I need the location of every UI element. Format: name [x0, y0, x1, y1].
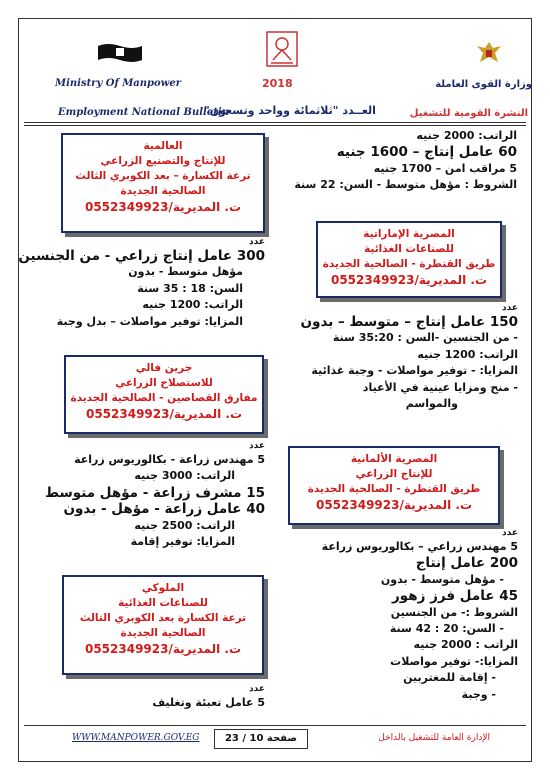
count-label: عدد — [249, 237, 265, 247]
issue-line — [200, 104, 380, 117]
company-box-malouky — [62, 575, 264, 675]
flag-logo — [96, 42, 144, 64]
eagle-emblem — [476, 40, 502, 66]
company-name: المصرية الألمانية — [350, 453, 438, 465]
list-item: المزايا: توفير إقامة — [130, 535, 235, 549]
bulletin-logo — [265, 30, 299, 68]
count-label: عدد — [502, 303, 518, 313]
company-address: مفارق القصاصين - الصالحية الجديدة — [70, 392, 258, 404]
company-box-egyptian-german — [288, 446, 500, 525]
company-box-egyptian-emirati — [316, 221, 502, 298]
company-name: الملوكي — [141, 582, 185, 594]
list-item: المزايا: - توفير مواصلات - وجبة غذائية — [311, 364, 518, 378]
list-item: الراتب: 2500 جنيه — [134, 518, 235, 532]
footer-divider — [24, 725, 526, 726]
list-item: 15 مشرف زراعة - مؤهل متوسط — [45, 484, 265, 501]
department-name: الإدارة العامة للتشغيل بالداخل — [378, 733, 490, 743]
company-phone: ت. المديرية/0552349923 — [315, 498, 473, 512]
bulletin-name-ar: النشرة القومية للتشغيل — [409, 108, 528, 119]
right-box1-list — [288, 302, 518, 412]
company-phone: ت. المديرية/0552349923 — [85, 407, 243, 421]
count-label: عدد — [502, 528, 518, 538]
list-item: الراتب : 2000 جنيه — [413, 638, 518, 652]
count-label: عدد — [249, 684, 265, 694]
list-item: الشروط : مؤهل متوسط - السن: 22 سنة — [294, 178, 517, 192]
list-item: 150 عامل إنتاج – متوسط – بدون — [300, 314, 518, 330]
year: 2018 — [262, 77, 293, 90]
company-sector: للصناعات الغذائية — [118, 597, 208, 609]
right-top-list — [287, 128, 517, 194]
list-item: المزايا:- توفير مواصلات — [390, 654, 518, 668]
left-box1-list — [18, 236, 265, 330]
company-name: المصرية الإماراتية — [363, 228, 455, 240]
list-item: الراتب: 1200 جنيه — [417, 347, 518, 361]
list-item: 200 عامل إنتاج — [415, 555, 518, 572]
list-item: السن: 18 : 35 سنة — [137, 281, 243, 295]
left-box2-list — [35, 440, 265, 550]
company-box-green-valley — [64, 355, 264, 434]
list-item: - مؤهل متوسط - بدون — [380, 572, 504, 586]
ministry-name-en: Ministry Of Manpower — [55, 78, 181, 89]
company-sector: للصناعات الغذائية — [364, 243, 454, 255]
page-number: صفحة 10 / 23 — [214, 729, 308, 749]
company-phone: ت. المديرية/0552349923 — [84, 200, 242, 214]
company-address: ترعة الكسارة بعد الكوبري الثالث — [79, 612, 247, 624]
company-city: الصالحية الجديدة — [120, 185, 206, 197]
list-item: 300 عامل إنتاج زراعي - من الجنسين — [18, 248, 265, 264]
list-item: المزايا: توفير مواصلات – بدل وجبة — [56, 314, 243, 328]
list-item: الراتب: 1200 جنيه — [142, 298, 243, 312]
header-divider-2 — [24, 125, 526, 126]
list-item: 5 عامل تعبئة وتغليف — [152, 696, 265, 709]
company-phone: ت. المديرية/0552349923 — [84, 642, 242, 656]
bulletin-name-en: Employment National Bulletin — [58, 107, 229, 118]
website-link[interactable]: WWW.MANPOWER.GOV.EG — [72, 733, 200, 743]
issue-label: العــدد — [342, 104, 376, 117]
list-item: 5 مهندس زراعة - بكالوريوس زراعة — [74, 453, 265, 466]
company-sector: للإنتاج الزراعي — [355, 468, 433, 480]
count-label: عدد — [249, 441, 265, 451]
list-item: والمواسم — [405, 397, 458, 411]
left-box3-list — [35, 683, 265, 711]
list-item: 45 عامل فرز زهور — [392, 588, 518, 605]
list-item: - وجبة — [461, 687, 496, 701]
list-item: - السن: 20 : 42 سنة — [389, 622, 504, 636]
company-sector: للاستصلاح الزراعي — [115, 377, 213, 389]
list-item: 5 مهندس زراعي – بكالوريوس زراعة — [321, 540, 518, 553]
header-divider — [24, 122, 526, 123]
list-item: - من الجنسين -السن : 35:20 سنة — [332, 331, 518, 345]
company-address: طريق القنطرة - الصالحية الجديدة — [307, 483, 481, 495]
company-name: جرين فالي — [135, 362, 193, 374]
list-item: الراتب: 2000 جنيه — [416, 129, 517, 142]
list-item: 5 مراقب امن – 1700 جنيه — [373, 161, 517, 175]
company-address: طريق القنطرة - الصالحية الجديدة — [322, 258, 496, 270]
list-item: - إقامة للمغتربين — [403, 671, 496, 685]
company-box-alamia — [61, 133, 265, 233]
issue-number: "ثلاثمائة وواحد وتسعون" — [204, 104, 339, 117]
list-item: - منح ومزايا عينية في الأعياد — [362, 380, 518, 394]
list-item: الراتب: 3000 جنيه — [134, 469, 235, 483]
company-name: العالمية — [143, 140, 183, 152]
ministry-name-ar: وزارة القوى العاملة — [435, 79, 532, 90]
company-address: ترعة الكسارة – بعد الكوبري الثالث — [75, 170, 251, 182]
list-item: مؤهل متوسط - بدون — [128, 265, 243, 279]
company-city: الصالحية الجديدة — [120, 627, 206, 639]
list-item: الشروط :- من الجنسين — [390, 605, 518, 619]
list-item: 40 عامل زراعة - مؤهل - بدون — [63, 501, 265, 518]
list-item: 60 عامل إنتاج – 1600 جنيه — [336, 144, 517, 161]
right-box2-list — [288, 527, 518, 703]
company-phone: ت. المديرية/0552349923 — [330, 273, 488, 287]
company-sector: للإنتاج والتصنيع الزراعي — [100, 155, 226, 167]
